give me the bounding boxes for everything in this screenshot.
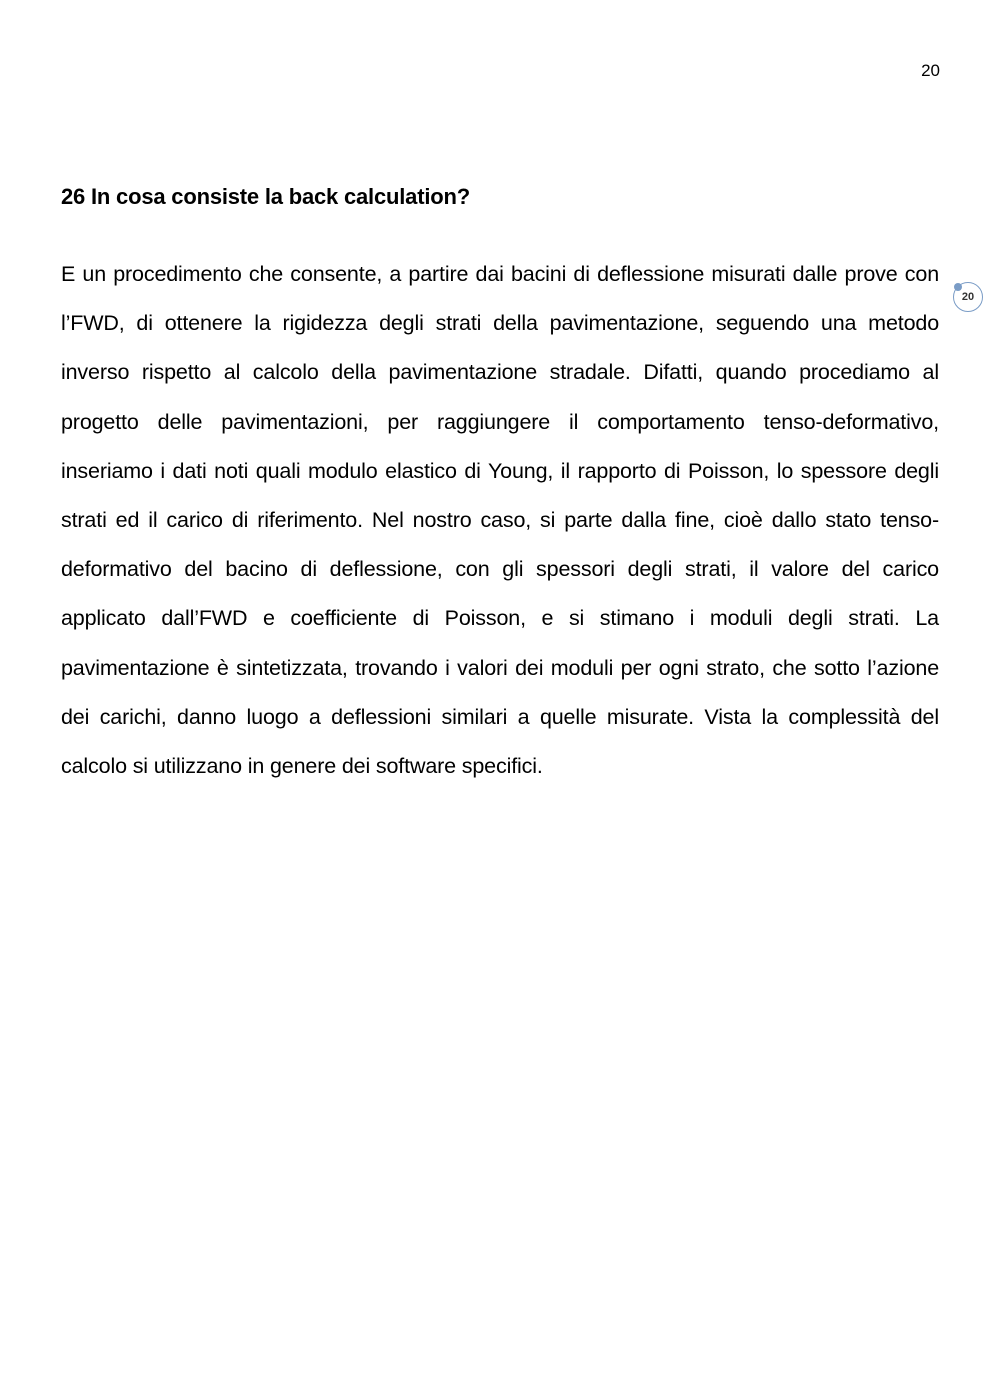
question-heading: 26 In cosa consiste la back calculation?	[61, 184, 470, 209]
page-badge-label: 20	[961, 291, 975, 303]
answer-paragraph: E un procedimento che consente, a partire dai bacini di deflessione misurati dalle prove con l’FWD, di ottenere la rigidezza degli strati della pavimentazione, seguendo una metodo inverso rispetto al calcolo della pavimentazione stradale. Difatti, quando procediamo al progetto delle pavimentazioni, per raggiungere il comportamento tenso-deformativo, inseriamo i dati noti quali modulo elastico di Young, il rapporto di Poisson, lo spessore degli strati ed il carico di riferimento. Nel nostro caso, si parte dalla fine, cioè dallo stato tenso-deformativo del bacino di deflessione, con gli spessori degli strati, il valore del carico applicato dall’FWD e coefficiente di Poisson, e si stimano i moduli degli strati. La pavimentazione è sintetizzata, trovando i valori dei moduli per ogni strato, che sotto l’azione dei carichi, danno luogo a deflessioni similari a quelle misurate. Vista la complessità del calcolo si utilizzano in genere dei software specifici.	[61, 262, 939, 779]
page-number: 20	[921, 61, 940, 80]
badge-dot-icon	[954, 283, 962, 291]
